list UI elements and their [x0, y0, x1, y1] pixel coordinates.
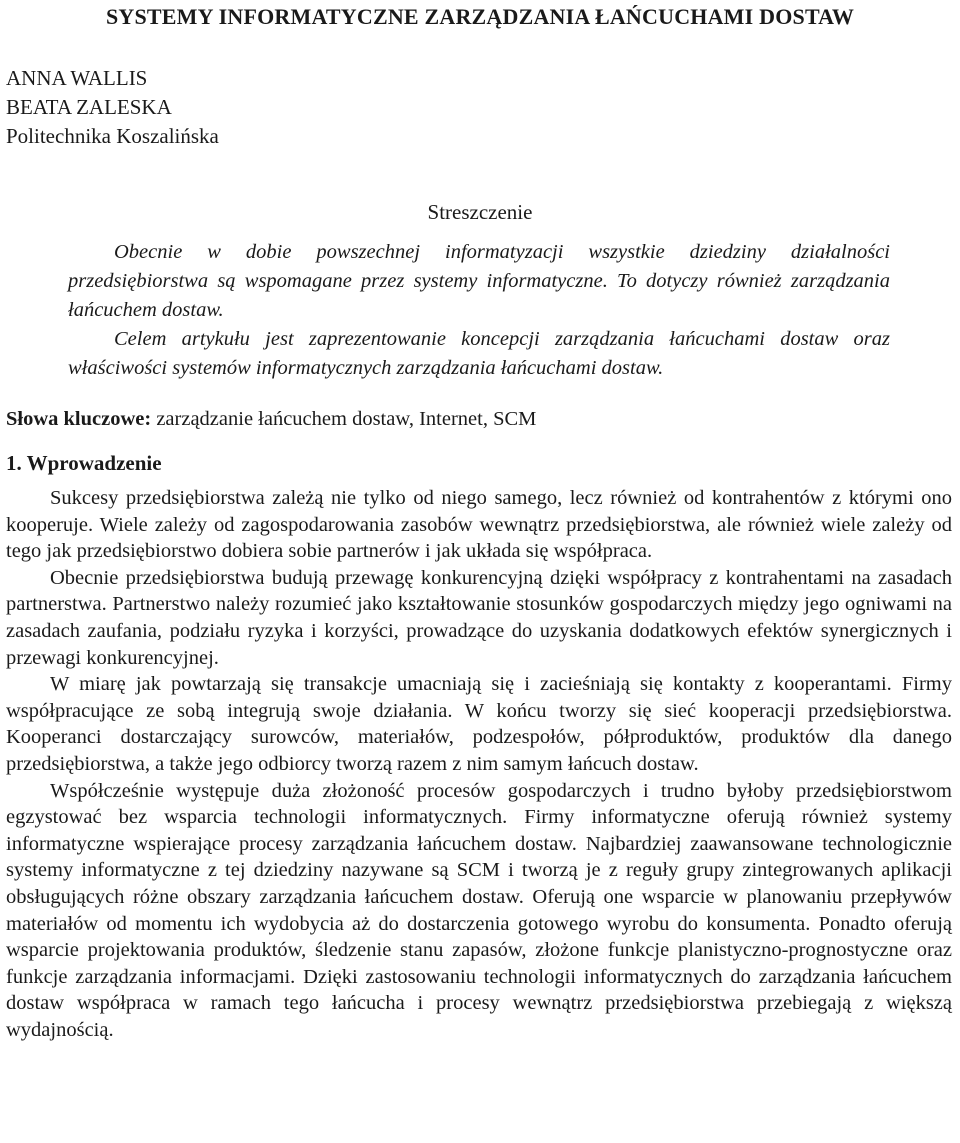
abstract-paragraph: Celem artykułu jest zaprezentowanie koncepcji zarządzania łańcuchami dostaw oraz właściwości systemów informatycznych zarządzania łańcuchami dostaw. — [68, 328, 890, 379]
keywords-label: Słowa kluczowe: — [6, 408, 152, 430]
abstract-paragraph: Obecnie w dobie powszechnej informatyzacji wszystkie dziedziny działalności przedsiębiorstwa są wspomagane przez systemy informatyczne. To dotyczy również zarządzania łańcuchem dostaw. — [68, 241, 890, 321]
body-paragraph: W miarę jak powtarzają się transakcje umacniają się i zacieśniają się kontakty z kooperantami. Firmy współpracujące ze sobą integrują swoje działania. W końcu tworzy się sieć kooperacji przedsiębiorstwa. Kooperanci dostarczający surowców, materiałów, podzespołów, półproduktów, produktów dla danego przedsiębiorstwa, a także jego odbiorcy tworzą razem z nim samym łańcuch dostaw. — [6, 673, 952, 775]
abstract-heading: Streszczenie — [427, 200, 533, 224]
author-name: BEATA ZALESKA — [6, 95, 172, 119]
author-block — [6, 64, 219, 151]
keywords-value: zarządzanie łańcuchem dostaw, Internet, SCM — [156, 408, 537, 430]
keywords — [6, 408, 536, 431]
section-heading: 1. Wprowadzenie — [6, 451, 162, 475]
body-paragraph: Współcześnie występuje duża złożoność procesów gospodarczych i trudno byłoby przedsiębiorstwom egzystować bez wsparcia technologii informatycznych. Firmy informatyczne oferują również systemy informatyczne wspierające procesy zarządzania łańcuchem dostaw. Najbardziej zaawansowane technologicznie systemy informatyczne z tej dziedziny nazywane są SCM i tworzą je z reguły grupy zintegrowanych aplikacji obsługujących różne obszary zarządzania łańcuchem dostaw. Oferują one wsparcie w planowaniu przepływów materiałów od momentu ich wydobycia aż do dostarczenia gotowego wyrobu do konsumenta. Ponadto oferują wsparcie projektowania produktów, śledzenie stanu zapasów, złożone funkcje planistyczno-prognostyczne oraz funkcje zarządzania informacjami. Dzięki zastosowaniu technologii informatycznych do zarządzania łańcuchem dostaw współpraca w ramach tego łańcucha i procesy wewnątrz przedsiębiorstwa przebiegają z większą wydajnością. — [6, 779, 952, 1041]
body-paragraph: Obecnie przedsiębiorstwa budują przewagę konkurencyjną dzięki współpracy z kontrahentami na zasadach partnerstwa. Partnerstwo należy rozumieć jako kształtowanie stosunków gospodarczych między jego ogniwami na zasadach zaufania, podziału ryzyka i korzyści, prowadzące do uzyskania dodatkowych efektów synergicznych i przewagi konkurencyjnej. — [6, 566, 952, 669]
author-name: ANNA WALLIS — [6, 66, 148, 90]
affiliation: Politechnika Koszalińska — [6, 124, 219, 148]
abstract — [68, 238, 890, 383]
paper-title: SYSTEMY INFORMATYCZNE ZARZĄDZANIA ŁAŃCUCHAMI DOSTAW — [105, 4, 855, 29]
body-paragraph: Sukcesy przedsiębiorstwa zależą nie tylko od niego samego, lecz również od kontrahentów z którymi ono kooperuje. Wiele zależy od zagospodarowania zasobów wewnątrz przedsiębiorstwa, ale również wiele zależy od tego jak przedsiębiorstwo dobiera sobie partnerów i jak układa się współpraca. — [6, 487, 952, 563]
body-text — [6, 485, 952, 1043]
